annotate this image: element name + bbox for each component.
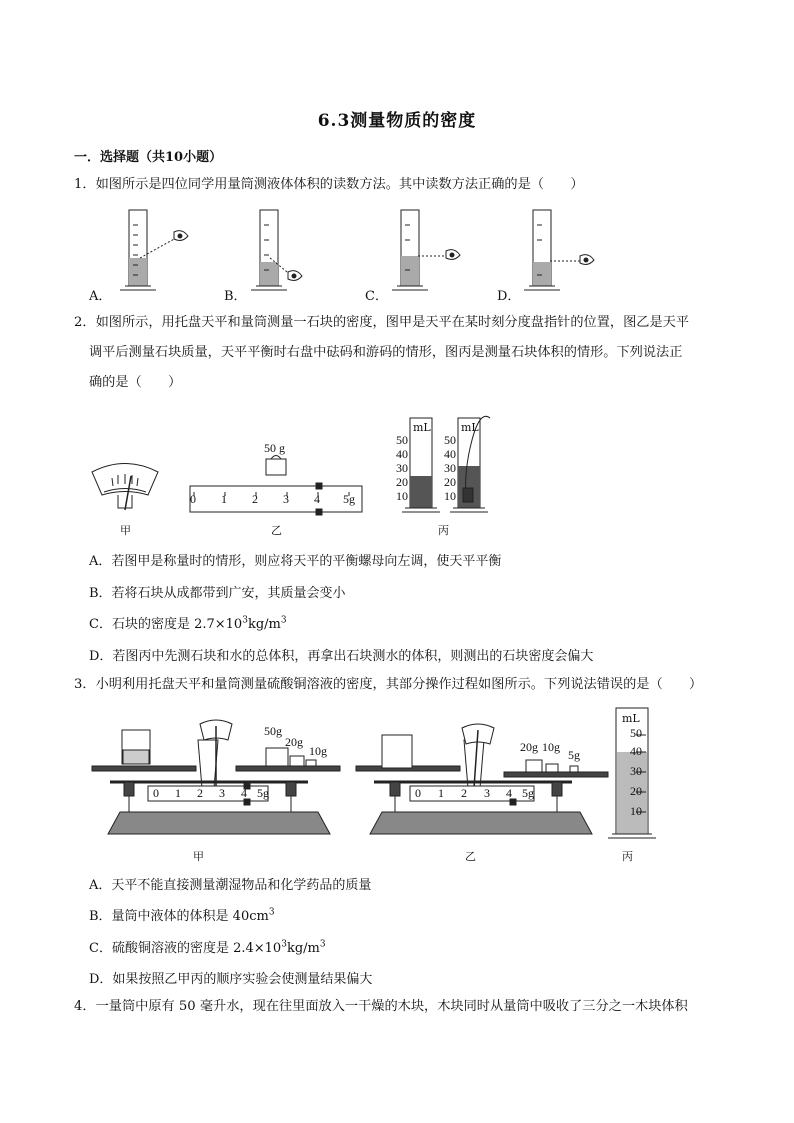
question-2-line3: 确的是（ ） (89, 375, 182, 390)
q2-cyl2-tick-40: 40 (444, 447, 456, 461)
q3-caption-bing: 丙 (622, 850, 633, 863)
question-4-text: 4．一量筒中原有 50 毫升水，现在往里面放入一干燥的木块，木块同时从量筒中吸收了三分之一木块体积 (74, 999, 688, 1014)
q3-caption-yi: 乙 (465, 850, 476, 863)
q3-ruler-b-tick-5: 5g (522, 786, 534, 800)
q2-option-c: C．石块的密度是 $2.7\times 10^3kg/m^3$ (89, 615, 287, 632)
q3-cyl-tick-20: 20 (630, 784, 642, 798)
q2-weight-label: 50 g (264, 441, 285, 455)
q2-cyl1-tick-10: 10 (396, 489, 408, 503)
q3-ruler-b-tick-4: 4 (506, 786, 512, 800)
q2-ruler-tick-5: 5g (343, 492, 355, 506)
q3-cyl-tick-30: 30 (630, 764, 642, 778)
question-1-text: 1．如图所示是四位同学用量筒测液体体积的读数方法。其中读数方法正确的是（ ） (74, 177, 584, 192)
q2-option-a: A．若图甲是称量时的情形，则应将天平的平衡螺母向左调，使天平平衡 (89, 554, 502, 569)
q2-cyl1-tick-20: 20 (396, 475, 408, 489)
q1-label-d: D． (497, 289, 521, 304)
q3-weight-b-20g: 20g (520, 740, 538, 754)
q3-caption-jia: 甲 (193, 850, 204, 863)
q2-cyl1-tick-50: 50 (396, 433, 408, 447)
q3-ruler-b-tick-0: 0 (415, 786, 421, 800)
q2-cyl2-tick-30: 30 (444, 461, 456, 475)
q3-cyl-tick-50: 50 (630, 726, 642, 740)
q3-option-a: A．天平不能直接测量潮湿物品和化学药品的质量 (89, 878, 372, 893)
page-title: 6.3测量物质的密度 (317, 111, 477, 131)
q2-ruler-tick-4: 4 (314, 492, 320, 506)
q1-label-c: C． (365, 289, 388, 304)
q3-option-b: B．量筒中液体的体积是 $40cm^3$ (89, 907, 275, 924)
q3-weight-b-5g: 5g (568, 748, 580, 762)
q3-cyl-tick-40: 40 (630, 744, 642, 758)
q3-ruler-b-tick-3: 3 (484, 786, 490, 800)
question-2-line1: 2．如图所示，用托盘天平和量筒测量一石块的密度，图甲是天平在某时刻分度盘指针的位置，图乙是天平 (74, 315, 690, 330)
q2-ruler-tick-0: 0 (190, 492, 196, 506)
q2-ruler-tick-3: 3 (283, 492, 289, 506)
q2-ruler-tick-2: 2 (252, 492, 258, 506)
q2-caption-bing: 丙 (438, 524, 449, 537)
question-3-text: 3．小明利用托盘天平和量筒测量硫酸铜溶液的密度，其部分操作过程如图所示。下列说法错误的是（ ） (74, 677, 703, 692)
q2-cyl1-tick-40: 40 (396, 447, 408, 461)
q3-cyl-tick-10: 10 (630, 804, 642, 818)
q1-label-b: B． (224, 289, 247, 304)
q2-option-d: D．若图丙中先测石块和水的总体积，再拿出石块测水的体积，则测出的石块密度会偏大 (89, 649, 594, 664)
q3-ruler-b-tick-2: 2 (461, 786, 467, 800)
q3-ruler-a-tick-2: 2 (197, 786, 203, 800)
q2-cyl2-tick-10: 10 (444, 489, 456, 503)
question-2-line2: 调平后测量石块质量，天平平衡时右盘中砝码和游码的情形，图丙是测量石块体积的情形。下列说法正 (89, 345, 683, 360)
q3-weight-a-50g: 50g (264, 724, 282, 738)
q3-ruler-a-tick-5: 5g (257, 786, 269, 800)
q1-label-a: A． (89, 289, 112, 304)
q3-ruler-a-tick-0: 0 (153, 786, 159, 800)
q2-cyl2-tick-20: 20 (444, 475, 456, 489)
q2-option-b: B．若将石块从成都带到广安，其质量会变小 (89, 586, 346, 601)
q3-cyl-unit: mL (622, 712, 640, 725)
q2-cyl2-unit: mL (461, 421, 479, 434)
q3-option-c: C．硫酸铜溶液的密度是 $2.4\times 10^3kg/m^3$ (89, 939, 326, 956)
q2-cyl1-tick-30: 30 (396, 461, 408, 475)
q2-ruler-tick-1: 1 (221, 492, 227, 506)
q2-cyl2-tick-50: 50 (444, 433, 456, 447)
q2-cyl1-unit: mL (413, 421, 431, 434)
q3-weight-a-20g: 20g (285, 735, 303, 749)
q3-weight-b-10g: 10g (542, 740, 560, 754)
q3-weight-a-10g: 10g (309, 744, 327, 758)
q3-ruler-a-tick-4: 4 (241, 786, 247, 800)
q3-option-d: D．如果按照乙甲丙的顺序实验会使测量结果偏大 (89, 972, 373, 987)
q3-ruler-a-tick-3: 3 (219, 786, 225, 800)
q3-ruler-a-tick-1: 1 (175, 786, 181, 800)
q2-caption-jia: 甲 (120, 524, 131, 537)
q3-ruler-b-tick-1: 1 (438, 786, 444, 800)
q3-balance-yi (356, 724, 608, 834)
section-heading: 一．选择题（共10小题） (74, 150, 223, 165)
q2-caption-yi: 乙 (271, 524, 282, 537)
